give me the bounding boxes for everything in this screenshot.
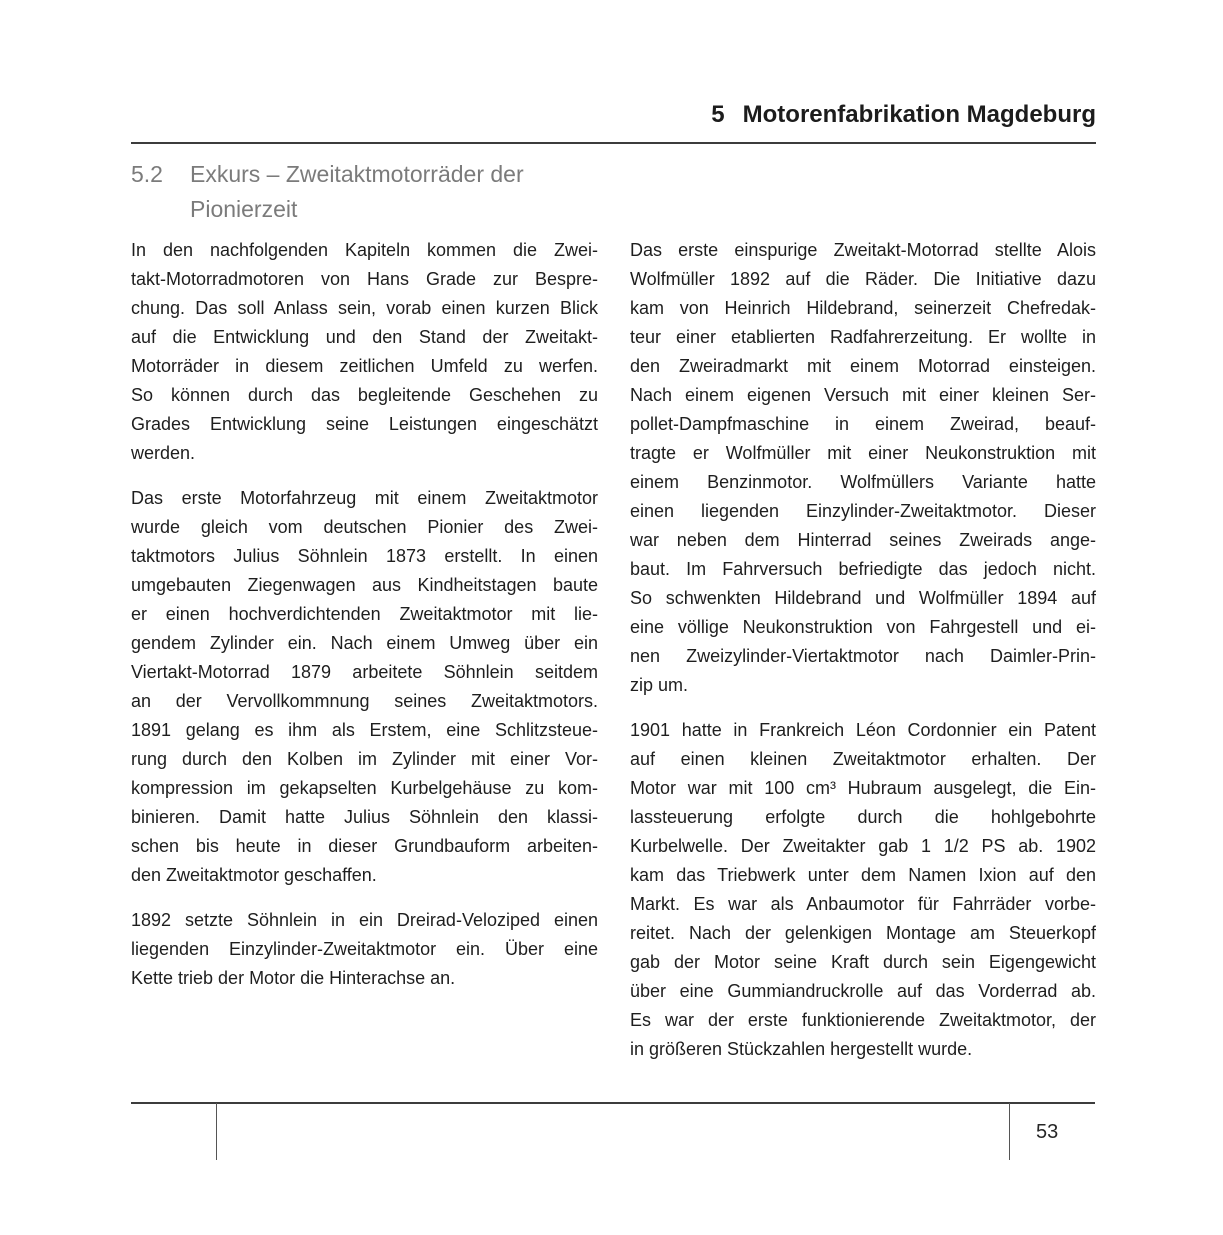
text-line: über eine Gummiandruckrolle auf das Vorderrad ab. [630,981,1096,1001]
text-line: kam das Triebwerk unter dem Namen Ixion auf den [630,865,1096,885]
text-line: gab der Motor seine Kraft durch sein Eigengewicht [630,952,1096,972]
text-line: Das erste Motorfahrzeug mit einem Zweitaktmotor [131,488,598,508]
text-line: rung durch den Kolben im Zylinder mit einer Vor- [131,749,598,769]
text-line: nen Zweizylinder-Viertaktmotor nach Daimler-Prin- [630,646,1096,666]
text-line: zip um. [630,675,689,695]
text-line: auf einen kleinen Zweitaktmotor erhalten. Der [630,749,1096,769]
text-line: war neben dem Hinterrad seines Zweirads ange- [630,530,1096,550]
text-line: baut. Im Fahrversuch befriedigte das jedoch nicht. [630,559,1096,579]
footer-crop-mark-right [1009,1103,1010,1160]
footer-crop-mark-left [216,1103,217,1160]
text-line: einen liegenden Einzylinder-Zweitaktmotor. Dieser [630,501,1096,521]
footer-rule [131,1102,1095,1104]
text-line: kompression im gekapselten Kurbelgehäuse zu kom- [131,778,598,798]
paragraph [131,906,598,993]
section-number: 5.2 [131,161,163,187]
text-line: pollet-Dampfmaschine in einem Zweirad, beauf- [630,414,1096,434]
text-line: In den nachfolgenden Kapiteln kommen die Zwei- [131,240,598,260]
text-line: den Zweiradmarkt mit einem Motorrad einsteigen. [630,356,1096,376]
text-line: auf die Entwicklung und den Stand der Zweitakt- [131,327,598,347]
text-line: werden. [131,443,196,463]
text-line: Wolfmüller 1892 auf die Räder. Die Initiative dazu [630,269,1096,289]
left-column [131,236,598,1009]
text-line: So können durch das begleitende Geschehen zu [131,385,598,405]
text-line: an der Vervollkommnung seines Zweitaktmotors. [131,691,598,711]
text-line: chung. Das soll Anlass sein, vorab einen kurzen Blick [131,298,598,318]
section-heading [131,157,524,227]
paragraph [630,236,1096,700]
chapter-header [711,101,1096,129]
text-line: eine völlige Neukonstruktion von Fahrgestell und ei- [630,617,1096,637]
text-line: Kette trieb der Motor die Hinterachse an. [131,968,456,988]
text-line: teur einer etablierten Radfahrerzeitung. Er wollte in [630,327,1096,347]
header-rule [131,142,1096,144]
section-title-line-2: Pionierzeit [190,196,298,222]
text-line: Es war der erste funktionierende Zweitaktmotor, der [630,1010,1096,1030]
section-title [190,157,524,227]
text-line: binieren. Damit hatte Julius Söhnlein den klassi- [131,807,598,827]
paragraph [131,484,598,890]
text-line: Motor war mit 100 cm³ Hubraum ausgelegt, die Ein- [630,778,1096,798]
paragraph [131,236,598,468]
page-number: 53 [1036,1121,1059,1143]
text-line: Kurbelwelle. Der Zweitakter gab 1 1/2 PS ab. 1902 [630,836,1096,856]
chapter-title: Motorenfabrikation Magdeburg [742,101,1096,128]
right-column [630,236,1096,1080]
text-line: reitet. Nach der gelenkigen Montage am Steuerkopf [630,923,1096,943]
text-line: den Zweitaktmotor geschaffen. [131,865,377,885]
text-line: 1891 gelang es ihm als Erstem, eine Schlitzsteue- [131,720,598,740]
text-line: 1901 hatte in Frankreich Léon Cordonnier ein Patent [630,720,1096,740]
text-line: in größeren Stückzahlen hergestellt wurde. [630,1039,973,1059]
text-line: er einen hochverdichtenden Zweitaktmotor mit lie- [131,604,598,624]
text-line: Grades Entwicklung seine Leistungen eingeschätzt [131,414,598,434]
text-line: So schwenkten Hildebrand und Wolfmüller 1894 auf [630,588,1096,608]
text-line: Viertakt-Motorrad 1879 arbeitete Söhnlein seitdem [131,662,598,682]
paragraph [630,716,1096,1064]
text-line: umgebauten Ziegenwagen aus Kindheitstagen baute [131,575,598,595]
section-title-line-1: Exkurs – Zweitaktmotorräder der [190,161,524,187]
chapter-number: 5 [711,101,725,128]
text-line: wurde gleich vom deutschen Pionier des Zwei- [131,517,598,537]
text-line: tragte er Wolfmüller mit einer Neukonstruktion mit [630,443,1096,463]
text-line: lassteuerung erfolgte durch die hohlgebohrte [630,807,1096,827]
text-line: Nach einem eigenen Versuch mit einer kleinen Ser- [630,385,1096,405]
text-line: 1892 setzte Söhnlein in ein Dreirad-Veloziped einen [131,910,598,930]
text-line: Motorräder in diesem zeitlichen Umfeld zu werfen. [131,356,598,376]
text-line: Das erste einspurige Zweitakt-Motorrad stellte Alois [630,240,1096,260]
text-line: einem Benzinmotor. Wolfmüllers Variante hatte [630,472,1096,492]
text-line: gendem Zylinder ein. Nach einem Umweg über ein [131,633,598,653]
text-line: schen bis heute in dieser Grundbauform arbeiten- [131,836,598,856]
text-line: liegenden Einzylinder-Zweitaktmotor ein. Über eine [131,939,598,959]
text-line: kam von Heinrich Hildebrand, seinerzeit Chefredak- [630,298,1096,318]
text-line: takt-Motorradmotoren von Hans Grade zur Bespre- [131,269,598,289]
text-line: taktmotors Julius Söhnlein 1873 erstellt. In einen [131,546,598,566]
text-line: Markt. Es war als Anbaumotor für Fahrräder vorbe- [630,894,1096,914]
